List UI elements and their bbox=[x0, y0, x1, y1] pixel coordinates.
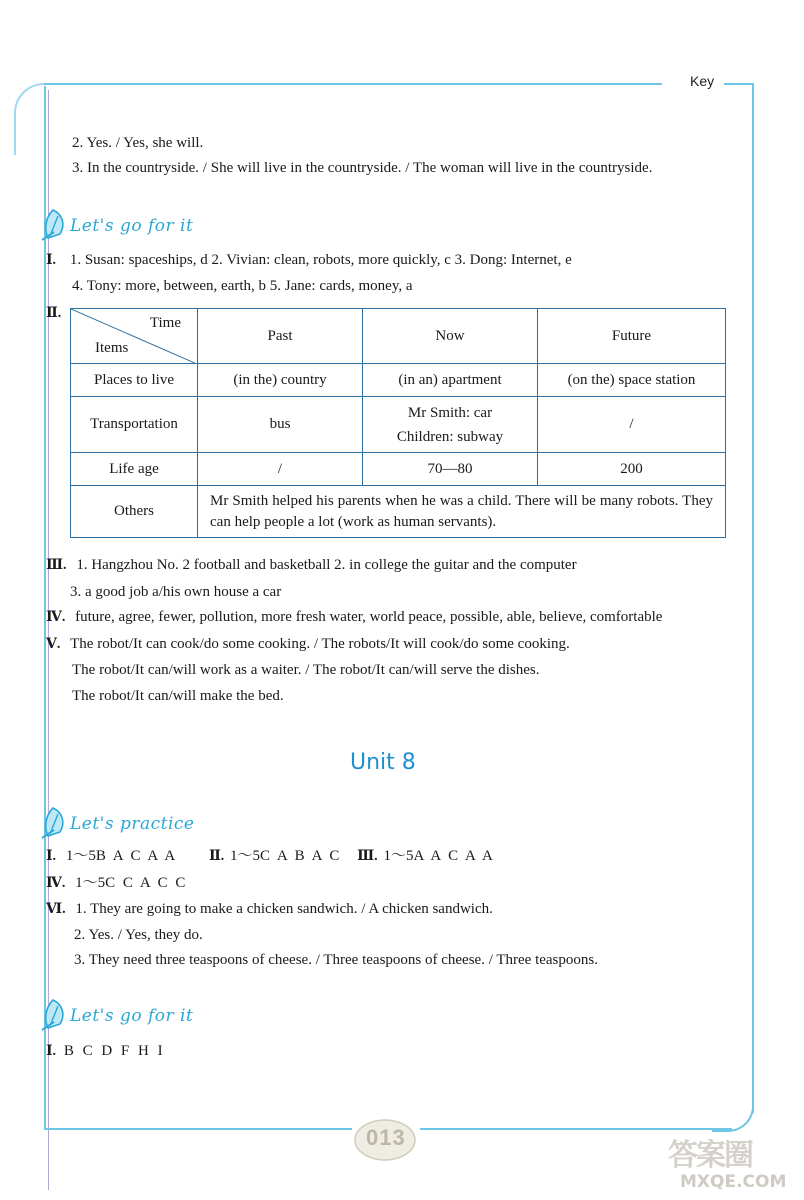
roman-numeral: Ⅵ. bbox=[46, 902, 66, 917]
roman-numeral: Ⅲ. bbox=[357, 849, 378, 864]
column-header: Now bbox=[363, 309, 538, 364]
table-cell: / bbox=[538, 397, 726, 453]
quill-icon bbox=[38, 208, 68, 242]
table-header-row bbox=[71, 309, 726, 364]
roman-numeral: Ⅴ. bbox=[46, 637, 61, 652]
frame-top-line bbox=[724, 83, 754, 85]
answer-line bbox=[46, 556, 577, 575]
answer-text: The robot/It can cook/do some cooking. / The robots/It will cook/do some cooking. bbox=[70, 636, 570, 652]
section-title: Let's go for it bbox=[70, 1006, 194, 1026]
section-heading bbox=[38, 806, 238, 842]
answer-text: future, agree, fewer, pollution, more fresh water, world peace, possible, able, believe, comfortable bbox=[75, 609, 663, 625]
frame-top-line bbox=[44, 83, 662, 85]
roman-numeral: Ⅱ. bbox=[208, 849, 225, 864]
row-label: Others bbox=[71, 486, 198, 538]
answer-text: 1. Hangzhou No. 2 football and basketball 2. in college the guitar and the computer bbox=[76, 557, 577, 573]
answer-text: 1～5C C A C C bbox=[75, 875, 186, 891]
frame-corner bbox=[14, 83, 48, 155]
quill-icon bbox=[38, 998, 68, 1032]
answer-line bbox=[46, 1042, 163, 1061]
roman-numeral: Ⅰ. bbox=[46, 849, 57, 864]
answer-text: B C D F H I bbox=[63, 1043, 163, 1059]
watermark-url: MXQE.COM bbox=[680, 1172, 787, 1192]
answer-line bbox=[46, 874, 185, 893]
answer-line bbox=[46, 635, 570, 654]
answer-line: 2. Yes. / Yes, they do. bbox=[74, 927, 203, 943]
table-cell bbox=[363, 397, 538, 453]
answer-line: 4. Tony: more, between, earth, b 5. Jane: cards, money, a bbox=[72, 278, 413, 294]
table-cell: (on the) space station bbox=[538, 364, 726, 397]
table-cell: bus bbox=[198, 397, 363, 453]
section-title: Let's practice bbox=[70, 814, 195, 834]
quill-icon bbox=[38, 806, 68, 840]
unit-title: Unit 8 bbox=[350, 750, 416, 775]
table-cell-line: Children: subway bbox=[396, 428, 504, 445]
frame-bottom-line bbox=[44, 1128, 352, 1130]
table-row bbox=[71, 364, 726, 397]
row-label: Transportation bbox=[71, 397, 198, 453]
table-cell: 200 bbox=[538, 453, 726, 486]
answer-text: 1. They are going to make a chicken sandwich. / A chicken sandwich. bbox=[75, 901, 493, 917]
answer-line: 3. They need three teaspoons of cheese. / Three teaspoons of cheese. / Three teaspoons. bbox=[74, 952, 598, 968]
answer-line: 3. In the countryside. / She will live in the countryside. / The woman will live in the countryside. bbox=[72, 160, 653, 176]
table-cell-line: Mr Smith: car bbox=[407, 404, 493, 421]
frame-right-line bbox=[752, 83, 754, 1113]
table-row bbox=[71, 397, 726, 453]
section-heading bbox=[38, 208, 238, 244]
answer-line bbox=[46, 847, 493, 866]
answer-line: The robot/It can/will work as a waiter. / The robot/It can/will serve the dishes. bbox=[72, 662, 540, 678]
page-number: 013 bbox=[366, 1125, 406, 1150]
section-title: Let's go for it bbox=[70, 216, 194, 236]
answer-line: 2. Yes. / Yes, she will. bbox=[72, 135, 204, 151]
table-cell: (in an) apartment bbox=[363, 364, 538, 397]
corner-label-time: Time bbox=[149, 315, 181, 331]
answer-text: 1～5A A C A A bbox=[383, 848, 493, 864]
table-cell-merged: Mr Smith helped his parents when he was a child. There will be many robots. They can help people a lot (work as human servants). bbox=[198, 486, 726, 538]
row-label: Life age bbox=[71, 453, 198, 486]
section-heading bbox=[38, 998, 238, 1034]
answer-line: 3. a good job a/his own house a car bbox=[70, 584, 282, 600]
answer-text: 1～5C A B A C bbox=[230, 848, 340, 864]
roman-numeral: Ⅳ. bbox=[46, 610, 66, 625]
roman-numeral: Ⅲ. bbox=[46, 558, 67, 573]
page-header-key: Key bbox=[690, 73, 715, 89]
table-row bbox=[71, 453, 726, 486]
column-header: Past bbox=[198, 309, 363, 364]
roman-numeral: Ⅱ. bbox=[46, 306, 62, 321]
watermark-logo: 答案圈 bbox=[668, 1138, 752, 1173]
answer-table bbox=[70, 308, 726, 538]
answer-line bbox=[46, 608, 662, 627]
frame-corner bbox=[712, 1090, 754, 1132]
roman-numeral: Ⅳ. bbox=[46, 876, 66, 891]
answer-line bbox=[46, 251, 572, 270]
table-cell: (in the) country bbox=[198, 364, 363, 397]
table-cell: / bbox=[198, 453, 363, 486]
table-row bbox=[71, 486, 726, 538]
roman-numeral: Ⅰ. bbox=[46, 1044, 57, 1059]
table-cell: 70—80 bbox=[363, 453, 538, 486]
corner-label-items: Items bbox=[95, 340, 129, 356]
roman-numeral: Ⅰ. bbox=[46, 253, 57, 268]
table-corner-cell bbox=[71, 309, 198, 364]
answer-text: 1. Susan: spaceships, d 2. Vivian: clean, robots, more quickly, c 3. Dong: Internet, e bbox=[69, 252, 572, 268]
column-header: Future bbox=[538, 309, 726, 364]
answer-text: 1～5B A C A A bbox=[65, 848, 176, 864]
row-label: Places to live bbox=[71, 364, 198, 397]
answer-line: The robot/It can/will make the bed. bbox=[72, 688, 284, 704]
answer-line bbox=[46, 900, 493, 919]
